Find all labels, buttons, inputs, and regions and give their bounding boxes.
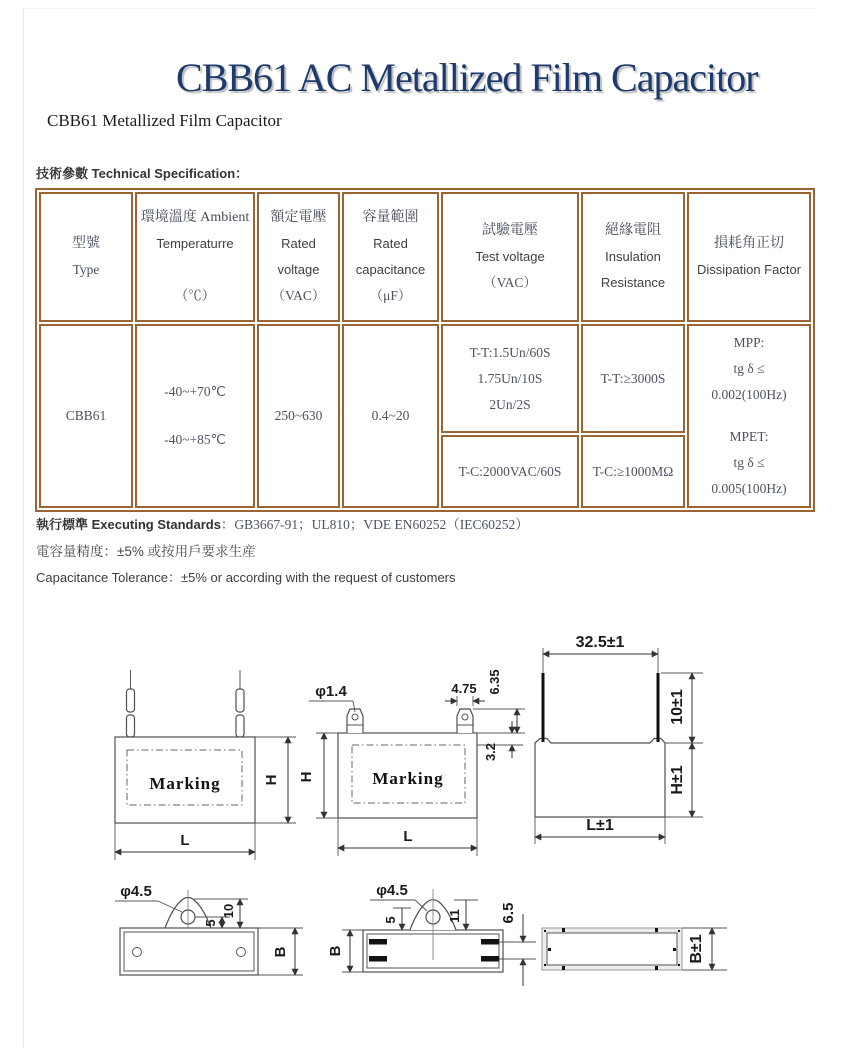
note-standards-label: 執行標準 Executing Standards	[36, 517, 221, 532]
header-test-voltage: 試驗電壓 Test voltage （VAC）	[441, 192, 579, 322]
dim-6-35-label: 6.35	[487, 669, 502, 695]
dim-H-label: H	[298, 771, 315, 783]
table-header-row	[39, 192, 811, 322]
dim-6-5-label: 6.5	[500, 902, 517, 924]
dim-L-label: L	[180, 832, 190, 849]
dim-phi4-5-label: φ4.5	[120, 883, 152, 900]
dim-phi1-4-label: φ1.4	[315, 683, 347, 700]
dim-phi4-5-label: φ4.5	[376, 882, 408, 899]
cell-ambient-temperature: -40~+70℃ -40~+85℃	[135, 324, 255, 508]
drawing-top-plain-case	[542, 928, 727, 970]
header-dissipation-factor: 損耗角正切 Dissipation Factor	[687, 192, 811, 322]
header-rated-capacitance: 容量範圍 Rated capacitance （μF）	[342, 192, 439, 322]
note-tolerance-en: Capacitance Tolerance：±5% or according with the request of customers	[36, 570, 456, 585]
header-type: 型號 Type	[39, 192, 133, 322]
dim-B-label: B	[272, 946, 289, 958]
spec-table	[35, 188, 815, 512]
dim-lead-pitch-label: 32.5±1	[575, 634, 625, 651]
cell-test-voltage-tt: T-T:1.5Un/60S 1.75Un/10S 2Un/2S	[441, 324, 579, 433]
cell-type: CBB61	[39, 324, 133, 508]
dim-L-label: L	[403, 828, 413, 845]
page-title: CBB61 AC Metallized Film Capacitor	[176, 55, 758, 100]
drawing-top-mounting-holes	[115, 883, 303, 975]
dim-11-label: 11	[447, 909, 462, 923]
dim-H-label: H	[263, 774, 280, 786]
marking-label: Marking	[149, 774, 221, 793]
page-subtitle: CBB61 Metallized Film Capacitor	[47, 111, 282, 130]
page-left-dotted-border	[23, 8, 24, 1048]
note-standards-value: ：GB3667-91；UL810；VDE EN60252（IEC60252）	[220, 517, 529, 532]
cell-rated-voltage: 250~630	[257, 324, 340, 508]
note-executing-standards	[36, 513, 529, 533]
dim-10-label: 10	[221, 903, 236, 919]
header-rated-voltage: 額定電壓 Rated voltage （VAC）	[257, 192, 340, 322]
dim-5-label: 5	[383, 916, 398, 924]
drawing-front-wire-leads	[115, 670, 296, 860]
dim-B-tolerance-label: B±1	[688, 934, 705, 964]
dimension-drawings	[55, 612, 825, 1007]
page-top-dotted-border	[23, 8, 815, 9]
drawing-side-straight-leads	[535, 634, 703, 844]
drawing-top-terminal-bars	[327, 882, 536, 986]
dim-lead-length-label: 10±1	[669, 689, 686, 725]
section-heading: 技術參數 Technical Specification：	[36, 166, 249, 181]
dim-4-75-label: 4.75	[451, 681, 477, 696]
cell-insulation-tt: T-T:≥3000S	[581, 324, 685, 433]
dim-body-height-label: H±1	[669, 765, 686, 795]
dim-5-label: 5	[203, 919, 218, 927]
dim-B-label: B	[327, 945, 344, 957]
drawing-front-lug-terminals	[298, 669, 525, 856]
dim-body-length-label: L±1	[586, 817, 614, 834]
note-tolerance-zh: 電容量精度：±5% 或按用戶要求生産	[36, 544, 256, 559]
cell-rated-capacitance: 0.4~20	[342, 324, 439, 508]
table-data-row-1	[39, 324, 811, 433]
marking-label: Marking	[372, 769, 444, 788]
dim-3-2-label: 3.2	[483, 742, 498, 762]
cell-test-voltage-tc: T-C:2000VAC/60S	[441, 435, 579, 508]
cell-dissipation-factor: MPP: tg δ ≤ 0.002(100Hz) MPET: tg δ ≤ 0.005(100Hz)	[687, 324, 811, 508]
cell-insulation-tc: T-C:≥1000MΩ	[581, 435, 685, 508]
header-ambient-temperature: 環境溫度 Ambient Temperaturre （℃）	[135, 192, 255, 322]
header-insulation-resistance: 絕緣電阻 Insulation Resistance	[581, 192, 685, 322]
